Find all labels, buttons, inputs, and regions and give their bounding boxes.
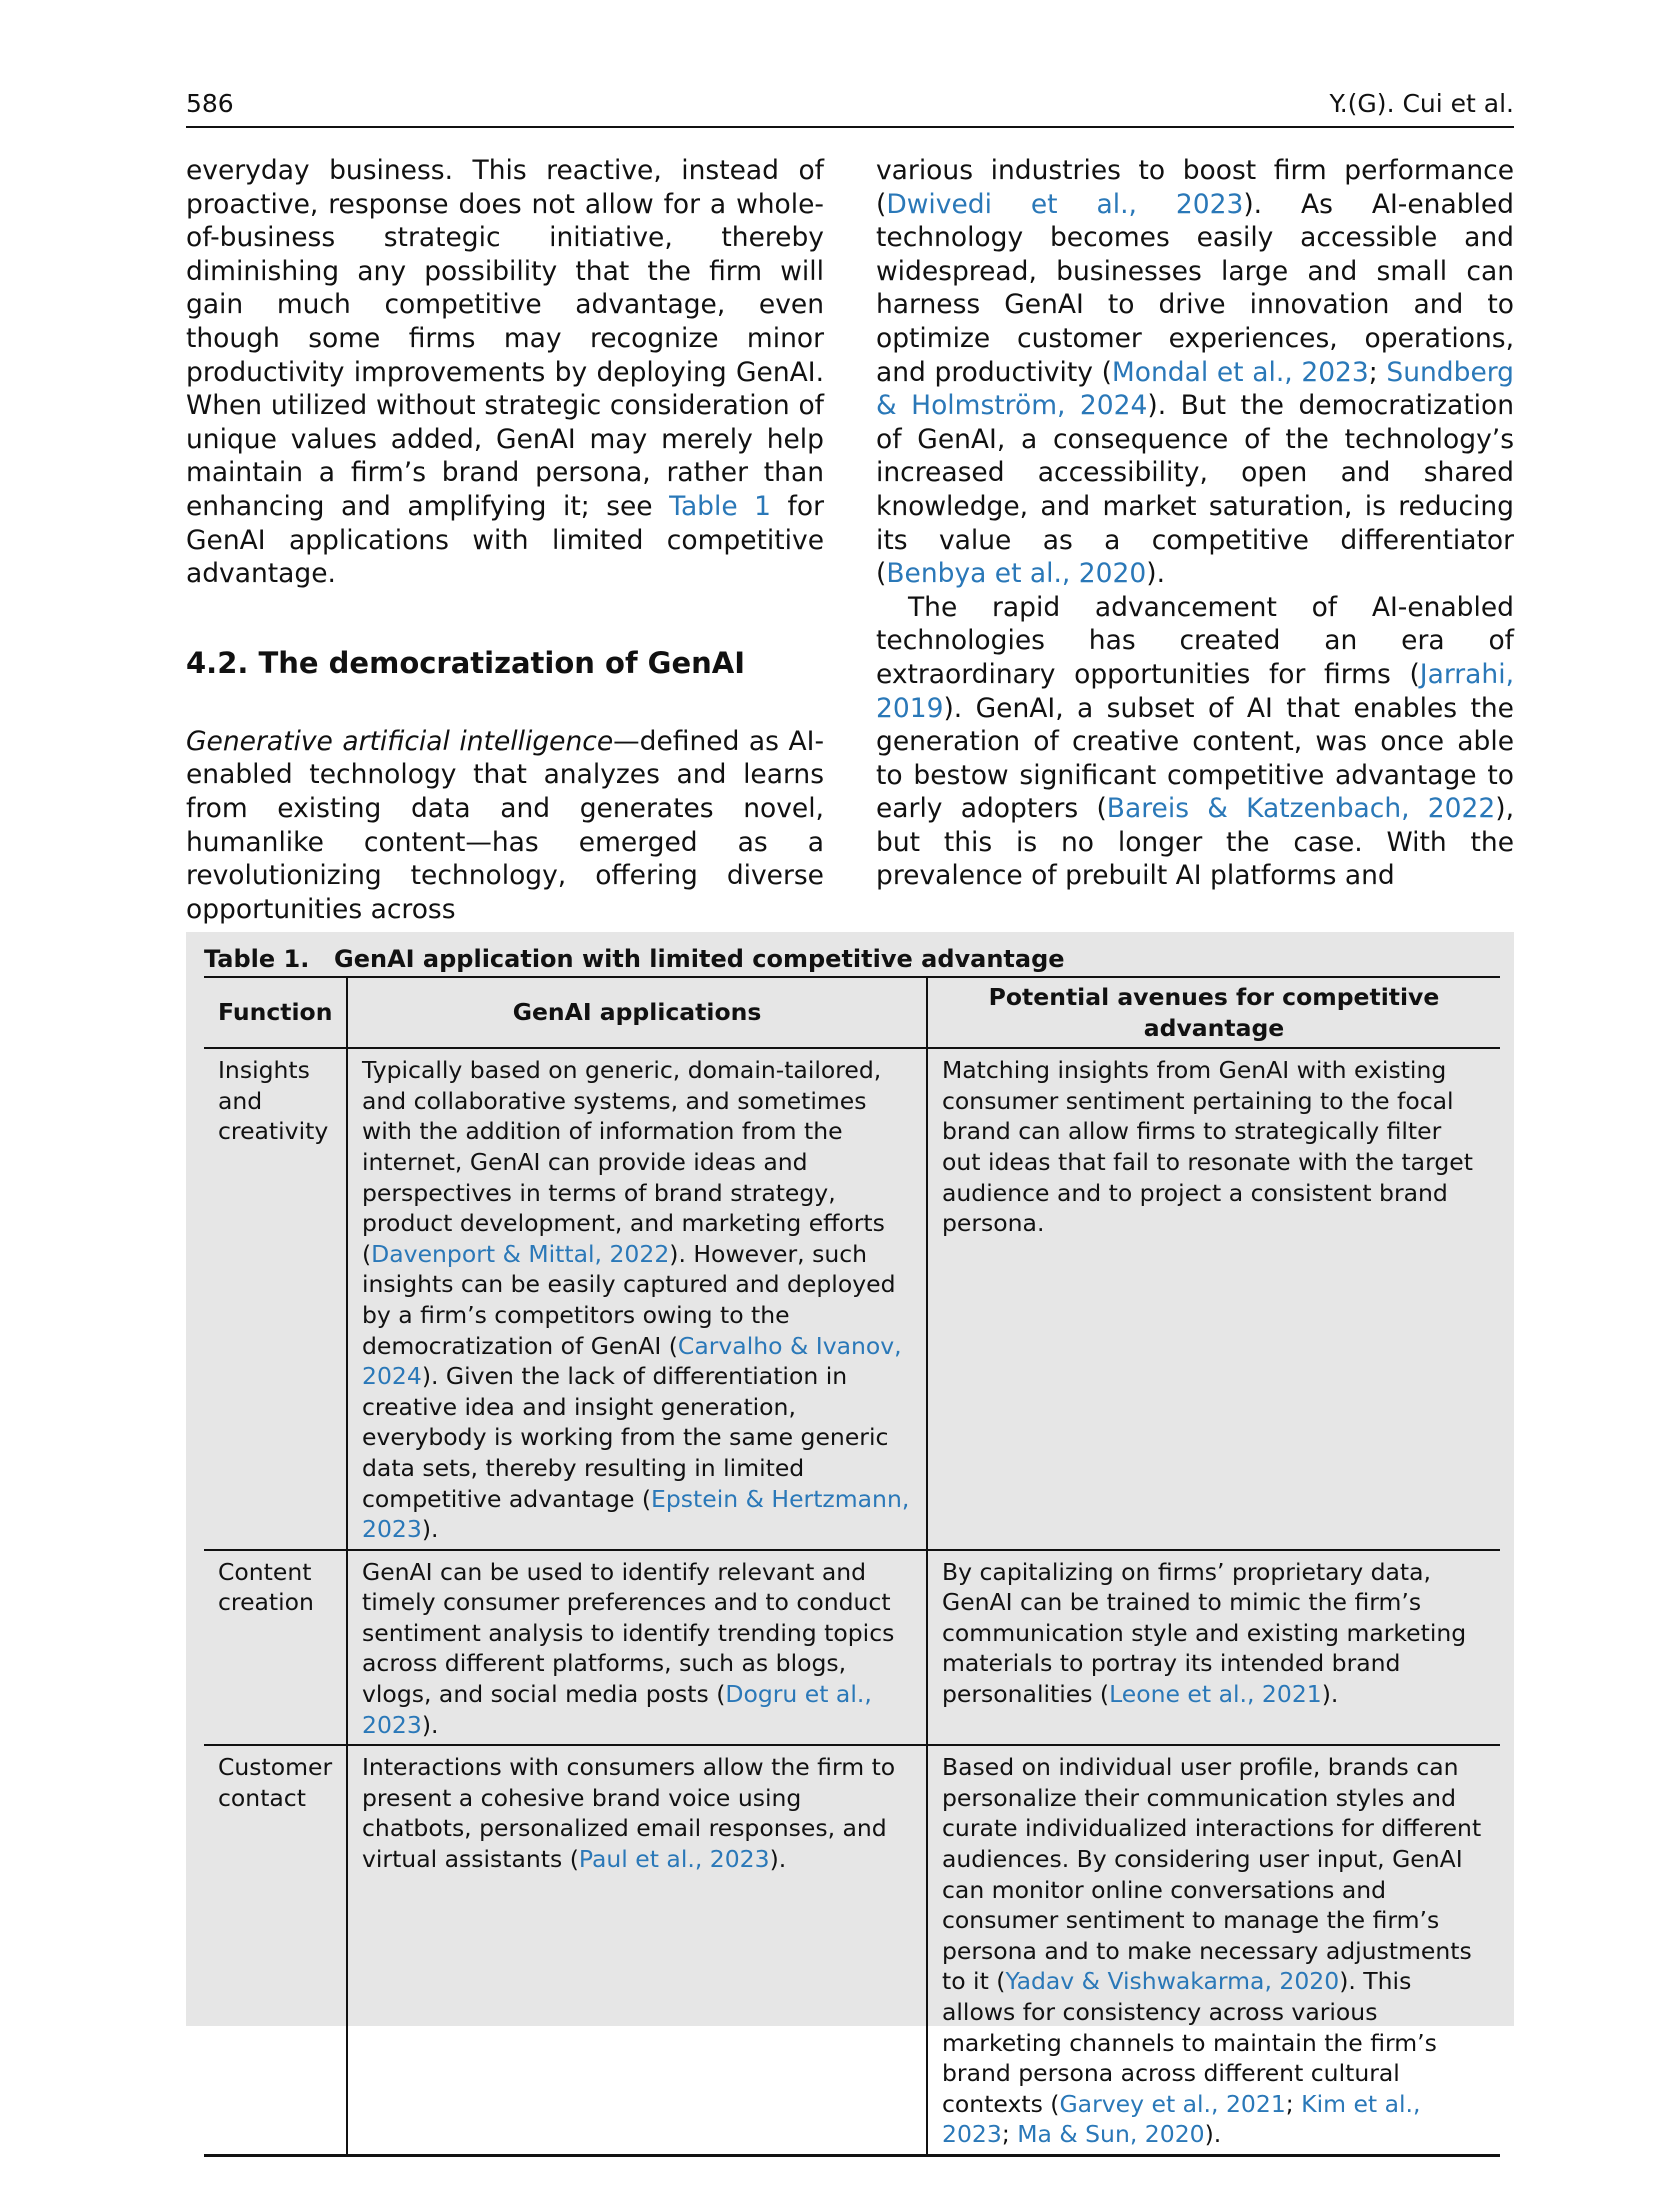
citation-link[interactable]: Davenport & Mittal, 2022 bbox=[371, 1239, 670, 1268]
paragraph-text: —defined as AI-enabled technology that analyzes and learns from existing data and generates novel, humanlike content—has emerged as a revolutionizing technology, offering diverse opportunities across bbox=[186, 725, 825, 925]
cell-text: ). Given the lack of differentiation in creative idea and insight generation, everybody is working from the same generic data sets, thereby resulting in limited competitive advantage ( bbox=[362, 1362, 889, 1513]
cell-application bbox=[347, 1550, 927, 1746]
paragraph bbox=[186, 725, 824, 927]
paragraph bbox=[876, 591, 1514, 893]
paragraph-text: various industries to boost firm performance ( bbox=[876, 155, 1514, 220]
column-header-avenues: Potential avenues for competitive advantage bbox=[927, 977, 1500, 1048]
cell-text: ). This allows for consistency across various marketing channels to maintain the firm’s brand persona across different cultural contexts ( bbox=[942, 1967, 1437, 2118]
table-title: GenAI application with limited competitive advantage bbox=[334, 945, 1065, 973]
cell-function: Insights and creativity bbox=[218, 1056, 329, 1146]
cell-application bbox=[347, 1048, 927, 1550]
table-header-row bbox=[204, 977, 1500, 1048]
cell-text: By capitalizing on firms’ proprietary data, GenAI can be trained to mimic the firm’s communication style and existing marketing materials to portray its intended brand personalities ( bbox=[942, 1557, 1467, 1709]
cell-avenue bbox=[927, 1745, 1500, 2155]
left-column bbox=[186, 154, 824, 926]
paragraph-text: ). GenAI, a subset of AI that enables the generation of creative content, was once able to bestow significant competitive advantage to early adopters ( bbox=[876, 692, 1514, 825]
paragraph-text: ). bbox=[1146, 558, 1165, 590]
citation-link[interactable]: Garvey et al., 2021 bbox=[1059, 2089, 1286, 2118]
running-authors: Y.(G). Cui et al. bbox=[1329, 89, 1514, 118]
column-header-function: Function bbox=[204, 977, 347, 1048]
separator: ; bbox=[1368, 356, 1387, 388]
paragraph-text: ), but this is no longer the case. With the prevalence of prebuilt AI platforms and bbox=[876, 793, 1514, 892]
paragraph-text: ). But the democratization of GenAI, a consequence of the technology’s increased accessibility, open and shared knowledge, and market saturation, is reducing its value as a competitive differentiator ( bbox=[876, 390, 1514, 590]
table-row bbox=[204, 1550, 1500, 1746]
cell-text: GenAI can be used to identify relevant and timely consumer preferences and to conduct sentiment analysis to identify trending topics across different platforms, such as blogs, vlogs, and social media posts ( bbox=[362, 1557, 895, 1709]
cell-text: ). bbox=[421, 1515, 439, 1544]
table-row bbox=[204, 1745, 1500, 2155]
paragraph-text: ). As AI-enabled technology becomes easily accessible and widespread, businesses large and small can harness GenAI to drive innovation and to optimize customer experiences, operations, and productivity ( bbox=[876, 188, 1515, 388]
cell-text: ). bbox=[769, 1845, 787, 1874]
paragraph bbox=[876, 154, 1514, 591]
citation-link[interactable]: Mondal et al., 2023 bbox=[1111, 356, 1369, 388]
table-row bbox=[204, 1048, 1500, 1550]
cell-application bbox=[347, 1745, 927, 2155]
paragraph-text: for GenAI applications with limited competitive advantage. bbox=[186, 490, 824, 590]
citation-link[interactable]: Epstein & Hertzmann, 2023 bbox=[362, 1484, 910, 1544]
cell-text: ). However, such insights can be easily captured and deployed by a firm’s competitors owing to the democratization of GenAI ( bbox=[362, 1239, 896, 1360]
separator: ; bbox=[1001, 2120, 1018, 2149]
cell-text: Interactions with consumers allow the firm to present a cohesive brand voice using chatbots, personalized email responses, and virtual assistants ( bbox=[362, 1753, 896, 1874]
paragraph-text: everyday business. This reactive, instead of proactive, response does not allow for a whole-of-business strategic initiative, thereby diminishing any possibility that the firm will gain much competitive advantage, even though some firms may recognize minor productivity improvements by deploying GenAI. When utilized without strategic consideration of unique values added, GenAI may merely help maintain a firm’s brand persona, rather than enhancing and amplifying it; see bbox=[186, 155, 824, 522]
table-number: Table 1. bbox=[204, 945, 310, 973]
paragraph bbox=[186, 154, 824, 591]
cell-text: Typically based on generic, domain-tailored, and collaborative systems, and sometimes with the addition of information from the internet, GenAI can provide ideas and perspectives in terms of brand strategy, product development, and marketing efforts ( bbox=[362, 1056, 885, 1268]
cell-text: ). bbox=[421, 1710, 439, 1739]
cell-text: Based on individual user profile, brands can personalize their communication styles and curate individualized interactions for different audiences. By considering user input, GenAI can monitor online conversations and consumer sentiment to manage the firm’s persona and to make necessary adjustments to it ( bbox=[942, 1753, 1482, 1996]
separator: ; bbox=[1285, 2089, 1302, 2118]
table-caption bbox=[204, 944, 1065, 974]
citation-link[interactable]: Carvalho & Ivanov, 2024 bbox=[362, 1331, 902, 1391]
italic-term: Generative artificial intelligence bbox=[186, 725, 614, 757]
right-column bbox=[876, 154, 1514, 893]
table-1-box bbox=[186, 932, 1514, 2149]
citation-link[interactable]: Sundberg & Holmström, 2024 bbox=[876, 356, 1514, 422]
cell-avenue: Matching insights from GenAI with existing consumer sentiment pertaining to the focal brand can allow firms to strategically filter out ideas that fail to resonate with the target audience and to project a consistent brand persona. bbox=[942, 1056, 1473, 1238]
cell-function: Content creation bbox=[204, 1550, 347, 1746]
citation-link[interactable]: Dwivedi et al., 2023 bbox=[886, 188, 1244, 220]
citation-link[interactable]: Leone et al., 2021 bbox=[1109, 1680, 1322, 1709]
column-header-applications: GenAI applications bbox=[347, 977, 927, 1048]
cell-function: Customer contact bbox=[204, 1745, 347, 2155]
citation-link[interactable]: Ma & Sun, 2020 bbox=[1017, 2120, 1205, 2149]
cell-text: ). bbox=[1321, 1680, 1339, 1709]
paragraph-text: The rapid advancement of AI-enabled technologies has created an era of extraordinary opportunities for firms ( bbox=[876, 591, 1514, 690]
cell-avenue bbox=[927, 1550, 1500, 1746]
citation-link[interactable]: Yadav & Vishwakarma, 2020 bbox=[1005, 1967, 1340, 1996]
citation-link[interactable]: Bareis & Katzenbach, 2022 bbox=[1106, 793, 1496, 825]
citation-link[interactable]: Paul et al., 2023 bbox=[578, 1845, 770, 1874]
page-number: 586 bbox=[186, 89, 234, 118]
section-heading: 4.2. The democratization of GenAI bbox=[186, 645, 746, 680]
citation-link[interactable]: Jarrahi, 2019 bbox=[876, 658, 1514, 724]
running-header bbox=[186, 88, 1514, 128]
citation-link[interactable]: Kim et al., 2023 bbox=[942, 2089, 1421, 2149]
genai-table bbox=[204, 976, 1500, 2157]
cell-text: ). bbox=[1204, 2120, 1222, 2149]
citation-link[interactable]: Benbya et al., 2020 bbox=[886, 558, 1147, 590]
table-reference-link[interactable]: Table 1 bbox=[669, 490, 772, 522]
citation-link[interactable]: Dogru et al., 2023 bbox=[362, 1680, 872, 1739]
